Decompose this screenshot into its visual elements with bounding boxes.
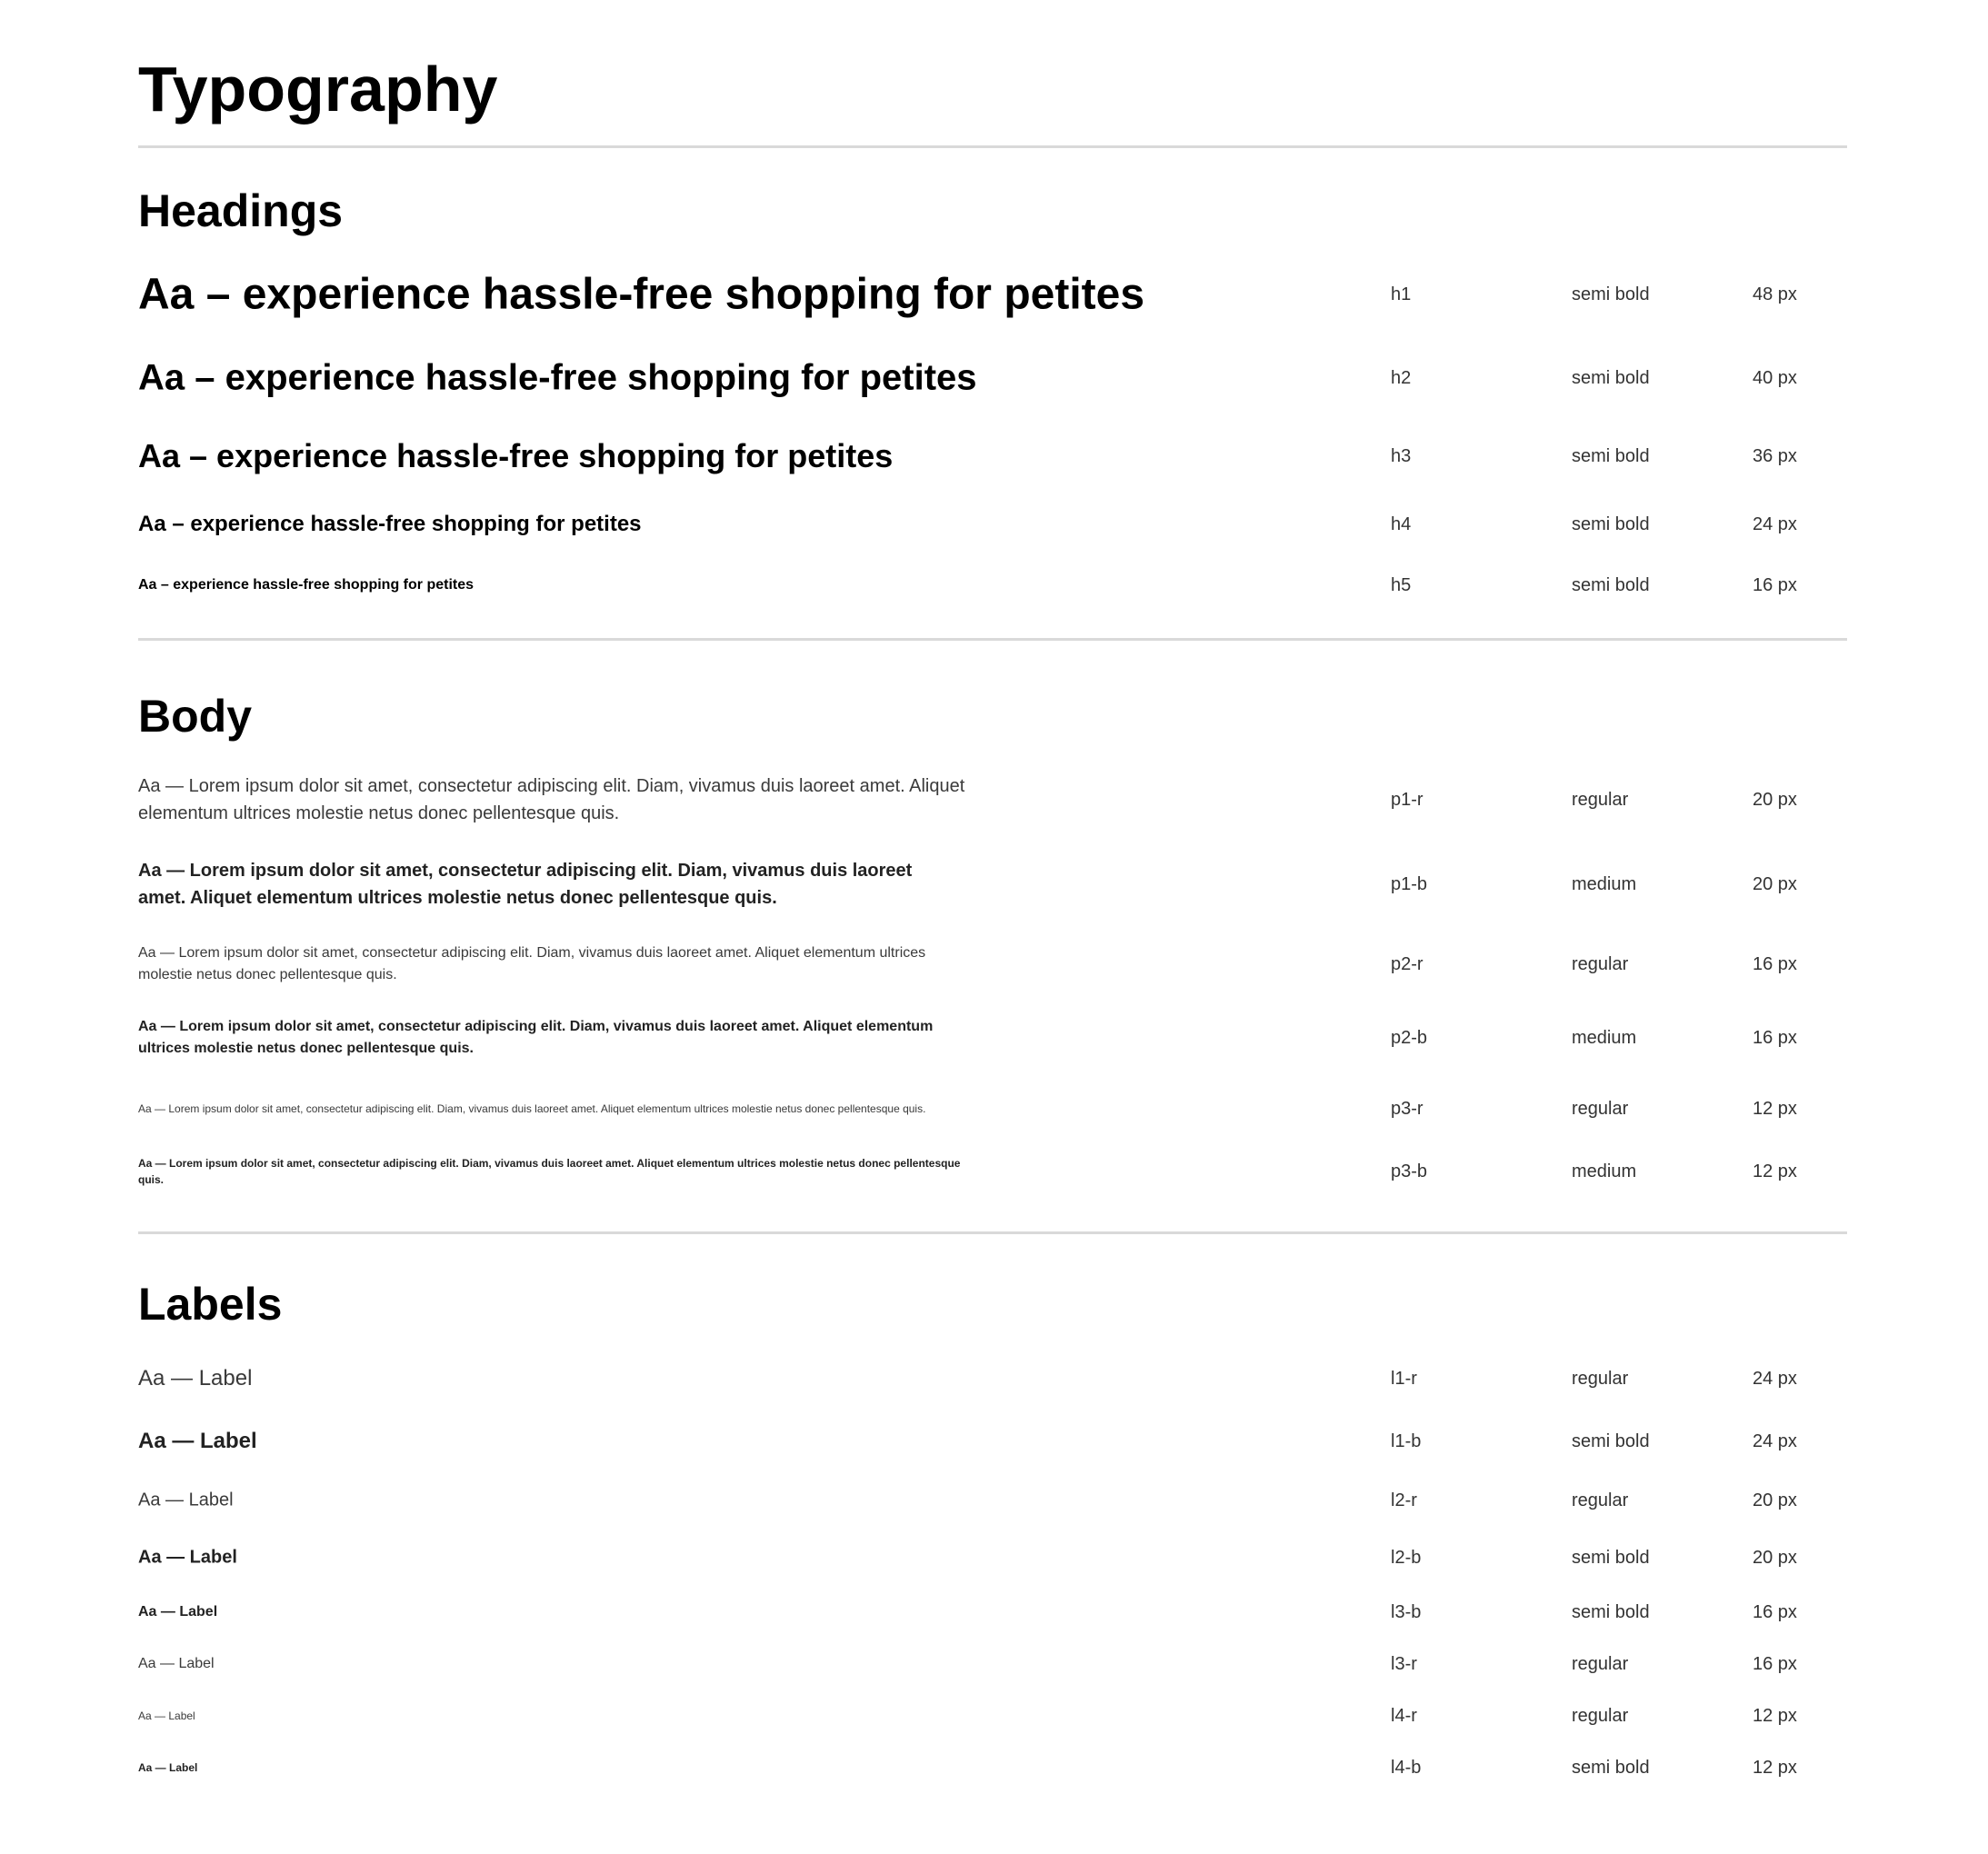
font-size: 16 px	[1753, 575, 1797, 595]
section-title-headings: Headings	[138, 185, 344, 236]
font-weight: regular	[1572, 790, 1629, 810]
font-size: 16 px	[1753, 1602, 1797, 1622]
font-weight: semi bold	[1572, 446, 1650, 466]
style-token: l2-b	[1391, 1548, 1422, 1568]
style-token: p1-b	[1391, 874, 1428, 894]
type-sample: Aa – experience hassle-free shopping for petites	[138, 577, 475, 593]
type-sample: Aa — Lorem ipsum dolor sit amet, consectetur adipiscing elit. Diam, vivamus duis laoreet amet. Aliquet elementum ultrices molestie netus donec pellentesque quis.	[138, 1102, 926, 1115]
style-token: l3-b	[1391, 1602, 1422, 1622]
style-token: p3-b	[1391, 1161, 1428, 1181]
type-sample: Aa — Label	[138, 1761, 198, 1774]
font-size: 16 px	[1753, 954, 1797, 974]
divider	[138, 145, 1847, 148]
type-sample: Aa — Label	[138, 1604, 218, 1620]
font-weight: medium	[1572, 874, 1637, 894]
font-weight: semi bold	[1572, 1758, 1650, 1778]
font-size: 20 px	[1753, 790, 1797, 810]
font-size: 24 px	[1753, 514, 1797, 534]
type-sample: Aa — Label	[138, 1547, 237, 1568]
style-token: p2-b	[1391, 1028, 1428, 1048]
style-token: h2	[1391, 368, 1412, 388]
font-size: 16 px	[1753, 1654, 1797, 1674]
font-weight: semi bold	[1572, 575, 1650, 595]
font-weight: semi bold	[1572, 1431, 1650, 1451]
style-token: p2-r	[1391, 954, 1424, 974]
font-weight: regular	[1572, 1490, 1629, 1510]
type-sample: Aa — Lorem ipsum dolor sit amet, consectetur adipiscing elit. Diam, vivamus duis laoreet amet. Aliquet elementum ultrices molestie netus donec pellentesque quis.	[138, 1019, 934, 1056]
section-title-body: Body	[138, 691, 252, 742]
type-sample: Aa – experience hassle-free shopping for petites	[138, 270, 1145, 319]
type-sample: Aa — Label	[138, 1656, 215, 1671]
font-size: 12 px	[1753, 1758, 1797, 1778]
type-sample: Aa — Lorem ipsum dolor sit amet, consectetur adipiscing elit. Diam, vivamus duis laoreet amet. Aliquet elementum ultrices molestie netus donec pellentesque quis.	[138, 945, 926, 982]
font-size: 20 px	[1753, 1490, 1797, 1510]
divider	[138, 1231, 1847, 1234]
font-size: 40 px	[1753, 368, 1797, 388]
font-size: 12 px	[1753, 1706, 1797, 1726]
style-token: l4-b	[1391, 1758, 1422, 1778]
style-token: l1-b	[1391, 1431, 1422, 1451]
font-size: 12 px	[1753, 1161, 1797, 1181]
style-token: l4-r	[1391, 1706, 1417, 1726]
font-weight: medium	[1572, 1028, 1637, 1048]
font-weight: regular	[1572, 1099, 1629, 1119]
page-title: Typography	[138, 54, 498, 125]
type-sample: Aa — Lorem ipsum dolor sit amet, consectetur adipiscing elit. Diam, vivamus duis laoreet amet. Aliquet elementum ultrices molestie netus donec pellentesque quis.	[138, 861, 913, 908]
type-sample: Aa — Label	[138, 1366, 253, 1390]
style-token: h1	[1391, 284, 1412, 304]
font-size: 20 px	[1753, 874, 1797, 894]
font-size: 24 px	[1753, 1369, 1797, 1389]
style-token: l1-r	[1391, 1369, 1417, 1389]
style-token: l3-r	[1391, 1654, 1417, 1674]
font-size: 12 px	[1753, 1099, 1797, 1119]
font-size: 16 px	[1753, 1028, 1797, 1048]
style-token: p3-r	[1391, 1099, 1424, 1119]
type-sample: Aa – experience hassle-free shopping for petites	[138, 512, 642, 536]
font-weight: regular	[1572, 1706, 1629, 1726]
font-weight: medium	[1572, 1161, 1637, 1181]
divider	[138, 638, 1847, 641]
font-weight: regular	[1572, 1369, 1629, 1389]
font-weight: semi bold	[1572, 1602, 1650, 1622]
font-size: 20 px	[1753, 1548, 1797, 1568]
type-sample: Aa — Label	[138, 1490, 234, 1510]
font-size: 24 px	[1753, 1431, 1797, 1451]
style-token: h4	[1391, 514, 1412, 534]
font-size: 48 px	[1753, 284, 1797, 304]
font-weight: semi bold	[1572, 514, 1650, 534]
type-sample: Aa – experience hassle-free shopping for petites	[138, 437, 894, 474]
type-sample: Aa — Label	[138, 1709, 195, 1722]
font-weight: regular	[1572, 1654, 1629, 1674]
font-weight: semi bold	[1572, 368, 1650, 388]
type-sample: Aa — Lorem ipsum dolor sit amet, consectetur adipiscing elit. Diam, vivamus duis laoreet amet. Aliquet elementum ultrices molestie netus donec pellentesque quis.	[138, 1157, 961, 1186]
font-weight: semi bold	[1572, 284, 1650, 304]
font-weight: regular	[1572, 954, 1629, 974]
style-token: h5	[1391, 575, 1412, 595]
section-title-labels: Labels	[138, 1279, 283, 1330]
type-sample: Aa – experience hassle-free shopping for petites	[138, 357, 977, 398]
type-sample: Aa — Lorem ipsum dolor sit amet, consectetur adipiscing elit. Diam, vivamus duis laoreet amet. Aliquet elementum ultrices molestie netus donec pellentesque quis.	[138, 776, 965, 823]
type-sample: Aa — Label	[138, 1429, 257, 1453]
font-weight: semi bold	[1572, 1548, 1650, 1568]
style-token: l2-r	[1391, 1490, 1417, 1510]
font-size: 36 px	[1753, 446, 1797, 466]
style-token: h3	[1391, 446, 1412, 466]
style-token: p1-r	[1391, 790, 1424, 810]
